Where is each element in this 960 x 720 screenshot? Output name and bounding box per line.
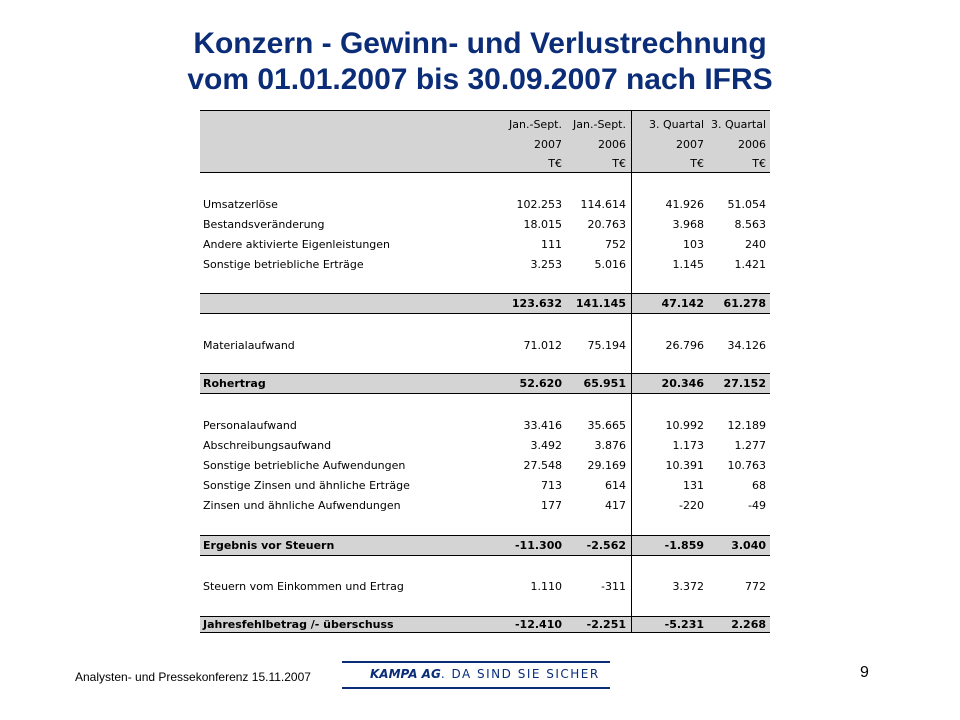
row-value: 713 [541, 479, 562, 492]
row-value: -1.859 [664, 539, 704, 552]
subtotal-bottom-border [200, 313, 770, 314]
row-label: Sonstige Zinsen und ähnliche Erträge [203, 479, 410, 492]
header-col4-year: 2006 [738, 138, 766, 151]
row-label-ergebnis-vor-steuern: Ergebnis vor Steuern [203, 539, 335, 552]
row-label: Zinsen und ähnliche Aufwendungen [203, 499, 401, 512]
row-value: 68 [752, 479, 766, 492]
row-value: 26.796 [665, 339, 704, 352]
row-label: Materialaufwand [203, 339, 295, 352]
header-col3-period: 3. Quartal [649, 118, 704, 131]
page-title-line-2: vom 01.01.2007 bis 30.09.2007 nach IFRS [187, 63, 773, 96]
table-top-border [200, 110, 770, 111]
row-value: 1.421 [734, 258, 766, 271]
logo-slogan: . DA SIND SIE SICHER [440, 667, 600, 681]
row-value: 1.173 [672, 439, 704, 452]
row-value: 2.268 [731, 618, 766, 631]
row-value: 41.926 [665, 198, 704, 211]
row-value: 177 [541, 499, 562, 512]
row-label: Abschreibungsaufwand [203, 439, 332, 452]
header-col4-period: 3. Quartal [711, 118, 766, 131]
row-value: 3.040 [731, 539, 766, 552]
row-value: 614 [605, 479, 626, 492]
row-value: -311 [601, 580, 626, 593]
row-value: 27.152 [723, 377, 766, 390]
row-value: 71.012 [523, 339, 562, 352]
row-value: 12.189 [727, 419, 766, 432]
row-value: 34.126 [727, 339, 766, 352]
row-value: 3.876 [594, 439, 626, 452]
row-value: 240 [745, 238, 766, 251]
row-value: 1.110 [530, 580, 562, 593]
header-col1-unit: T€ [548, 157, 562, 170]
row-value: 20.346 [661, 377, 704, 390]
row-value: 65.951 [583, 377, 626, 390]
rohertrag-top-border [200, 373, 770, 374]
row-label-rohertrag: Rohertrag [203, 377, 266, 390]
rohertrag-bottom-border [200, 393, 770, 394]
row-value: 3.968 [672, 218, 704, 231]
row-value: 27.548 [523, 459, 562, 472]
header-col2-period: Jan.-Sept. [573, 118, 626, 131]
row-label: Sonstige betriebliche Aufwendungen [203, 459, 406, 472]
row-value: 772 [745, 580, 766, 593]
row-value: 10.391 [665, 459, 704, 472]
header-col1-period: Jan.-Sept. [509, 118, 562, 131]
header-col4-unit: T€ [752, 157, 766, 170]
row-value: -2.251 [586, 618, 626, 631]
header-col1-year: 2007 [534, 138, 562, 151]
row-label: Andere aktivierte Eigenleistungen [203, 238, 391, 251]
row-value: 29.169 [587, 459, 626, 472]
row-value: 5.016 [594, 258, 626, 271]
subtotal-value: 61.278 [723, 297, 766, 310]
row-value: 35.665 [587, 419, 626, 432]
row-value: 51.054 [727, 198, 766, 211]
logo-brand: KAMPA AG [370, 667, 441, 681]
row-value: 20.763 [587, 218, 626, 231]
logo-bottom-rule [342, 687, 610, 689]
row-value: 3.253 [530, 258, 562, 271]
subtotal-value: 123.632 [511, 297, 562, 310]
row-value: 33.416 [523, 419, 562, 432]
row-value: 18.015 [523, 218, 562, 231]
income-statement-table [200, 110, 770, 633]
row-value: 417 [605, 499, 626, 512]
row-label: Umsatzerlöse [203, 198, 278, 211]
row-label: Personalaufwand [203, 419, 297, 432]
row-value: 103 [683, 238, 704, 251]
footer-event-text: Analysten- und Pressekonferenz 15.11.2007 [75, 670, 311, 684]
row-value: -12.410 [514, 618, 562, 631]
quarter-column-separator [631, 110, 632, 633]
row-value: -220 [679, 499, 704, 512]
row-value: 8.563 [734, 218, 766, 231]
row-label: Sonstige betriebliche Erträge [203, 258, 364, 271]
header-col3-year: 2007 [676, 138, 704, 151]
row-value: 3.372 [672, 580, 704, 593]
table-bottom-border [200, 632, 770, 633]
row-value: -11.300 [514, 539, 562, 552]
row-value: 1.277 [734, 439, 766, 452]
row-value: 75.194 [587, 339, 626, 352]
row-value: 1.145 [672, 258, 704, 271]
row-value: 131 [683, 479, 704, 492]
row-label-jahresergebnis: Jahresfehlbetrag /- überschuss [203, 618, 394, 631]
row-value: 102.253 [516, 198, 562, 211]
row-value: 3.492 [530, 439, 562, 452]
ergebnis-top-border [200, 535, 770, 536]
header-col2-year: 2006 [598, 138, 626, 151]
page-number: 9 [860, 664, 869, 681]
row-value: -49 [748, 499, 766, 512]
jahresergebnis-top-border [200, 616, 770, 617]
row-value: -2.562 [586, 539, 626, 552]
header-col3-unit: T€ [690, 157, 704, 170]
ergebnis-bottom-border [200, 555, 770, 556]
subtotal-value: 47.142 [661, 297, 704, 310]
row-value: 10.763 [727, 459, 766, 472]
subtotal-value: 141.145 [575, 297, 626, 310]
company-logo [342, 661, 610, 689]
logo-top-rule [342, 661, 610, 663]
header-col2-unit: T€ [612, 157, 626, 170]
row-value: 111 [541, 238, 562, 251]
logo-text [370, 667, 600, 681]
row-value: 52.620 [519, 377, 562, 390]
page-title-line-1: Konzern - Gewinn- und Verlustrechnung [193, 27, 767, 60]
header-bottom-border [200, 172, 770, 173]
row-value: 752 [605, 238, 626, 251]
row-label: Bestandsveränderung [203, 218, 325, 231]
row-value: 114.614 [580, 198, 626, 211]
row-value: -5.231 [664, 618, 704, 631]
subtotal-top-border [200, 293, 770, 294]
row-label: Steuern vom Einkommen und Ertrag [203, 580, 404, 593]
row-value: 10.992 [665, 419, 704, 432]
